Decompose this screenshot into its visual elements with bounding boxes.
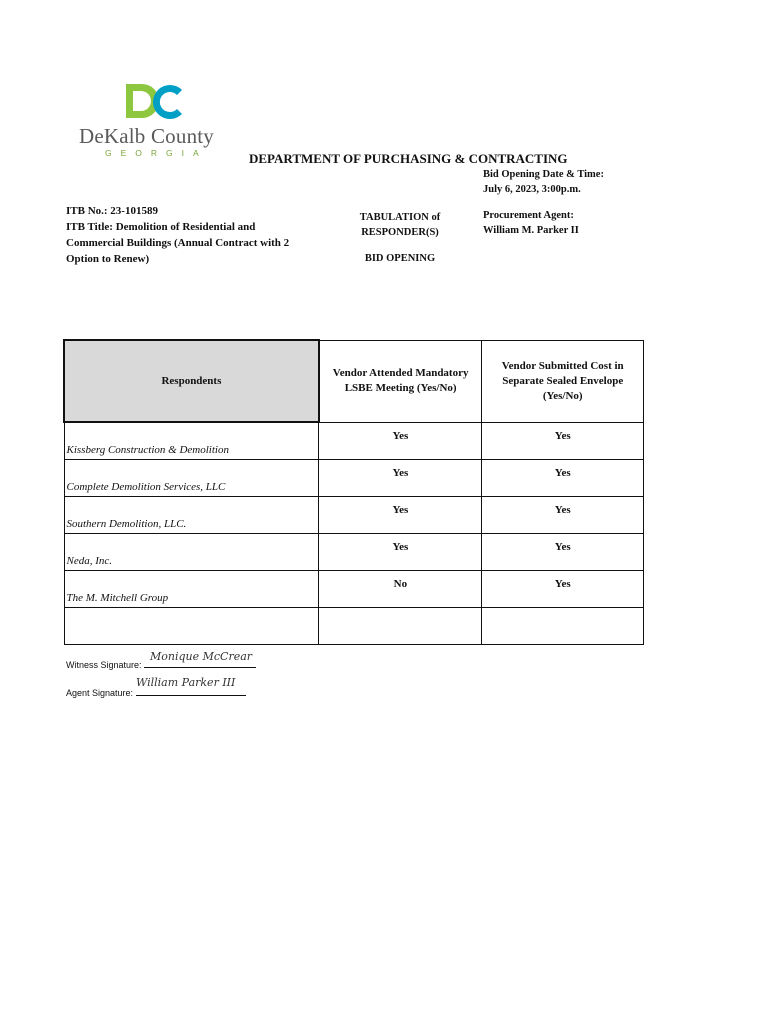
itb-info [66, 203, 316, 267]
sealed-value: Yes [482, 496, 644, 533]
respondent-name: Complete Demolition Services, LLC [64, 459, 319, 496]
lsbe-value: Yes [319, 533, 482, 570]
respondent-name: The M. Mitchell Group [64, 570, 319, 607]
lsbe-value: Yes [319, 496, 482, 533]
respondent-name [64, 607, 319, 644]
tabulation-line-1: TABULATION of [359, 212, 441, 223]
sealed-value: Yes [482, 570, 644, 607]
bid-opening-date [483, 167, 604, 197]
table-row [64, 459, 644, 496]
table-row [64, 422, 644, 459]
itb-title-line-2: Commercial Buildings (Annual Contract with 2 [66, 237, 290, 249]
department-title: DEPARTMENT OF PURCHASING & CONTRACTING [249, 151, 568, 166]
sealed-value: Yes [482, 533, 644, 570]
agent-signature-label: Agent Signature: [66, 688, 134, 698]
respondent-name: Southern Demolition, LLC. [64, 496, 319, 533]
responders-table [63, 339, 644, 645]
bid-date-label: Bid Opening Date & Time: [483, 169, 604, 180]
procurement-agent [483, 208, 579, 238]
lsbe-value: Yes [319, 422, 482, 459]
sealed-value: Yes [482, 422, 644, 459]
witness-signature-label: Witness Signature: [66, 660, 142, 670]
agent-name: William M. Parker II [483, 225, 579, 236]
witness-signature: Monique McCrear [150, 650, 253, 663]
logo-subtitle: GEORGIA [105, 148, 208, 158]
sealed-value [482, 607, 644, 644]
table-row [64, 570, 644, 607]
lsbe-value: Yes [319, 459, 482, 496]
itb-number: ITB No.: 23-101589 [66, 205, 158, 217]
table-header-row [64, 340, 644, 422]
logo-name: DeKalb County [79, 124, 214, 148]
agent-label: Procurement Agent: [483, 210, 574, 221]
sealed-envelope-header: Vendor Submitted Cost in Separate Sealed Envelope (Yes/No) [482, 340, 644, 422]
respondent-name: Neda, Inc. [64, 533, 319, 570]
bid-opening-heading: BID OPENING [364, 253, 436, 264]
table-row [64, 607, 644, 644]
respondent-name: Kissberg Construction & Demolition [64, 422, 319, 459]
lsbe-meeting-header: Vendor Attended Mandatory LSBE Meeting (Yes/No) [319, 340, 482, 422]
agent-signature: William Parker III [136, 676, 236, 689]
table-row [64, 533, 644, 570]
sealed-value: Yes [482, 459, 644, 496]
lsbe-value [319, 607, 482, 644]
tabulation-heading [340, 210, 460, 240]
bid-date-value: July 6, 2023, 3:00p.m. [483, 184, 581, 195]
lsbe-value: No [319, 570, 482, 607]
tabulation-line-2: RESPONDER(S) [361, 227, 439, 238]
itb-title-line-3: Option to Renew) [66, 253, 150, 265]
respondents-header: Respondents [64, 340, 319, 422]
table-row [64, 496, 644, 533]
itb-title-line-1: ITB Title: Demolition of Residential and [66, 221, 256, 233]
